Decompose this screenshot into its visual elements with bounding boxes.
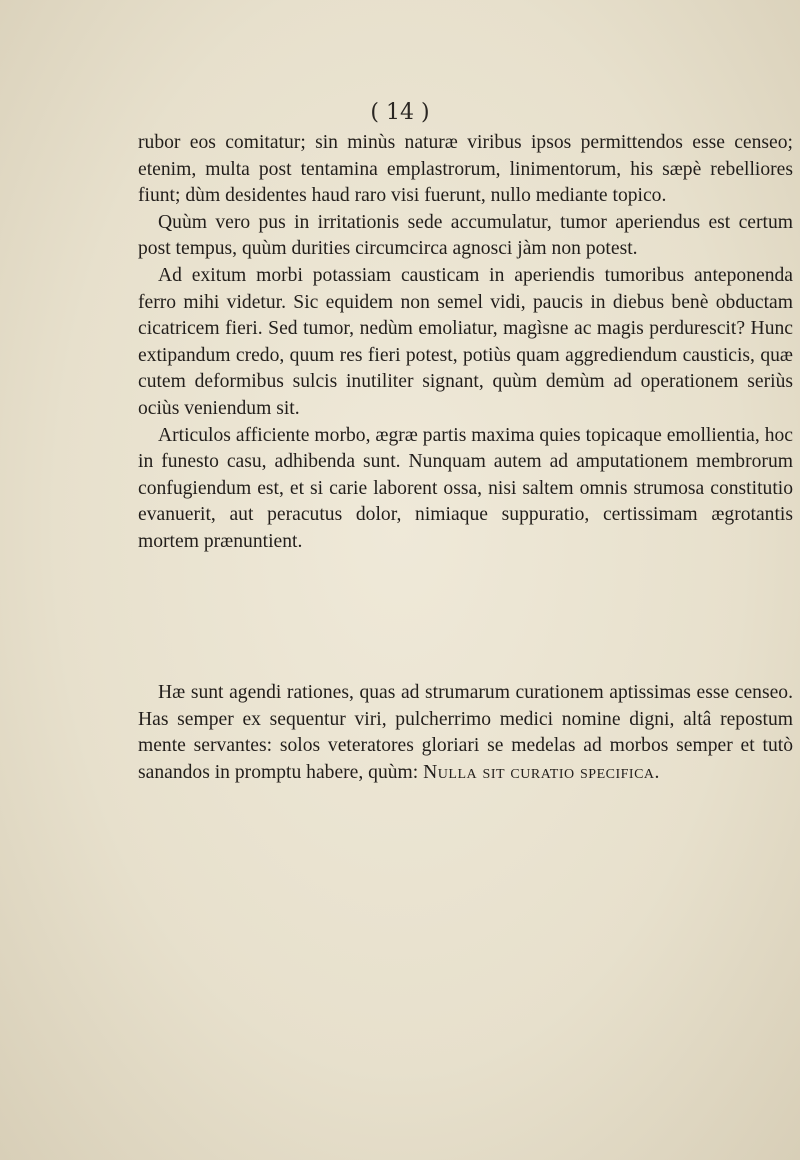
main-text-block xyxy=(138,130,793,556)
paragraph-2: Quùm vero pus in irritationis sede accumulatur, tumor aperiendus est certum post tempus, quùm durities circumcirca agnosci jàm non potest. xyxy=(138,211,793,260)
closing-text-block xyxy=(138,680,793,786)
page-number: ( 14 ) xyxy=(370,100,430,125)
paragraph-4: Articulos afficiente morbo, ægræ partis maxima quies topicaque emollientia, hoc in funesto casu, adhibenda sunt. Nunquam autem ad amputationem membrorum confugiendum est, et si carie laborent ossa, nisi saltem omnis strumosa constitutio evanuerit, aut peracutus dolor, nimiaque suppuratio, certissimam ægrotantis mortem prænuntient. xyxy=(138,424,793,552)
closing-paragraph-smallcaps: Nulla sit curatio specifica. xyxy=(423,761,660,783)
paragraph-3: Ad exitum morbi potassiam causticam in aperiendis tumoribus anteponenda ferro mihi videtur. Sic equidem non semel vidi, paucis in diebus benè obductam cicatricem fieri. Sed tumor, nedùm emoliatur, magìsne ac magis perdurescit? Hunc extipandum credo, quum res fieri potest, potiùs quam aggrediendum causticis, quæ cutem deformibus sulcis inutiliter signant, quùm demùm ad operationem seriùs ociùs veniendum sit. xyxy=(138,264,793,419)
closing-paragraph xyxy=(138,680,793,786)
paragraph-1: rubor eos comitatur; sin minùs naturæ viribus ipsos permittendos esse censeo; etenim, multa post tentamina emplastrorum, linimentorum, his sæpè rebelliores fiunt; dùm desidentes haud raro visi fuerunt, nullo mediante topico. xyxy=(138,132,793,207)
closing-paragraph-main: Hæ sunt agendi rationes, quas ad strumarum curationem aptissimas esse censeo. Has semper ex sequentur viri, pulcherrimo medici nomine digni, altâ repostum mente servantes: solos veteratores gloriari se medelas ad morbos semper et tutò sanandos in promptu habere, quùm: xyxy=(138,682,793,783)
